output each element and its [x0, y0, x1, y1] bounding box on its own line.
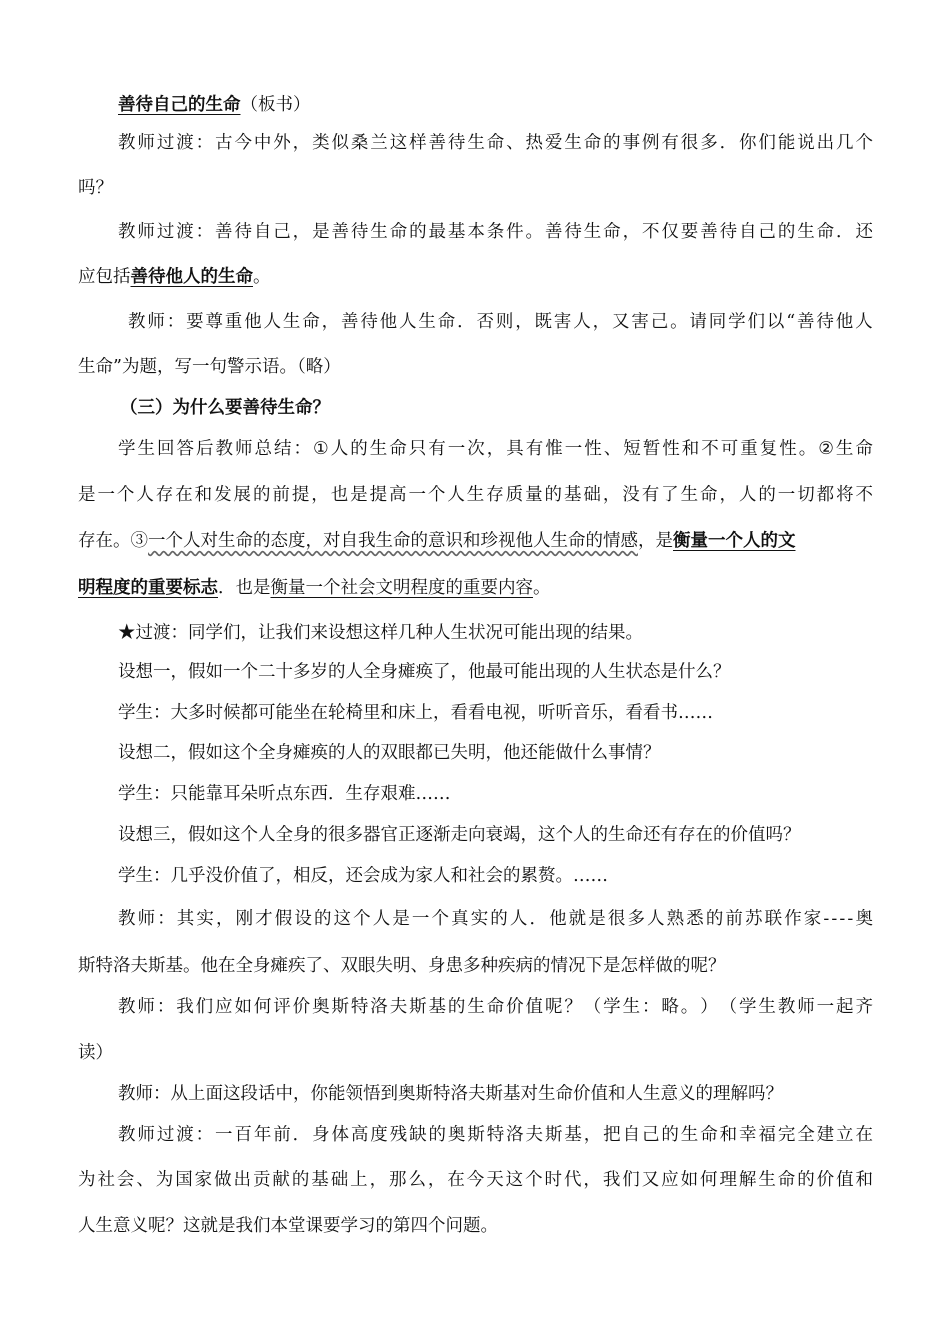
- text-line: 学 生 回 答 后 教 师 总 结 ： ① 人 的 生 命 只 有 一 次 ， 具 有 惟 一 性 、 短 暂 性 和 不 可 重 复 性 。 ② 生 命: [118, 439, 873, 459]
- text-line: 教师：从上面这段话中，你能领悟到奥斯特洛夫斯基对生命价值和人生意义的理解吗？: [118, 1084, 783, 1104]
- text-line: 学生：只能靠耳朵听点东西．生存艰难……: [118, 784, 451, 804]
- bold-underlined-phrase: 善待他人的生命: [130, 267, 253, 287]
- text-line: 教 师 ： 其 实 ， 刚 才 假 设 的 这 个 人 是 一 个 真 实 的 人 ． 他 就 是 很 多 人 熟 悉 的 前 苏 联 作 家 - - - - 奥: [118, 909, 873, 929]
- text-line-with-emphasis: [78, 529, 873, 553]
- underlined-phrase: 衡量一个社会文明程度的重要内容: [270, 578, 533, 598]
- text-line: 教 师 过 渡 ： 善 待 自 己 ， 是 善 待 生 命 的 最 基 本 条 件 。 善 待 生 命 ， 不 仅 要 善 待 自 己 的 生 命 ． 还: [118, 222, 873, 242]
- text-segment: ．也是: [218, 578, 271, 598]
- note-text: （板书）: [240, 95, 311, 115]
- text-line: 人生意义呢？这就是我们本堂课要学习的第四个问题。: [78, 1216, 498, 1236]
- text-segment: 应包括: [78, 267, 131, 287]
- bold-underlined-phrase: 明程度的重要标志: [78, 578, 218, 598]
- text-line: 学生：几乎没价值了，相反，还会成为家人和社会的累赘。……: [118, 866, 608, 886]
- text-line: 设想三，假如这个人全身的很多器官正逐渐走向衰竭，这个人的生命还有存在的价值吗？: [118, 825, 801, 845]
- text-line: 是 一 个 人 存 在 和 发 展 的 前 提 ， 也 是 提 高 一 个 人 生 存 质 量 的 基 础 ， 没 有 了 生 命 ， 人 的 一 切 都 将 不: [78, 485, 873, 505]
- text-line: 教 师 过 渡 ： 一 百 年 前 ． 身 体 高 度 残 缺 的 奥 斯 特 洛 夫 斯 基 ， 把 自 己 的 生 命 和 幸 福 完 全 建 立 在: [118, 1125, 873, 1145]
- text-line: 设想二，假如这个全身瘫痪的人的双眼都已失明，他还能做什么事情？: [118, 743, 661, 763]
- text-line: 教 师 ： 我 们 应 如 何 评 价 奥 斯 特 洛 夫 斯 基 的 生 命 价 值 呢 ？ （ 学 生 ： 略 。 ） （ 学 生 教 师 一 起 齐: [118, 997, 873, 1017]
- text-segment: 。: [533, 578, 551, 598]
- text-line: 学生：大多时候都可能坐在轮椅里和床上，看看电视，听听音乐，看看书……: [118, 703, 713, 723]
- section-heading: （三）为什么要善待生命？: [120, 398, 330, 418]
- wavy-underlined-phrase: 一个人对生命的态度，对自我生命的意识和珍视他人生命的情感: [148, 531, 638, 551]
- bold-underlined-heading: 善待自己的生命: [118, 95, 241, 115]
- text-line: 读）: [78, 1043, 113, 1063]
- text-line-with-emphasis: [78, 265, 271, 289]
- text-line: 生命”为题，写一句警示语。（略）: [78, 357, 341, 377]
- text-line: 斯特洛夫斯基。他在全身瘫疾了、双眼失明、身患多种疾病的情况下是怎样做的呢？: [78, 956, 726, 976]
- text-segment: ，是: [638, 531, 673, 551]
- text-line: 为 社 会 、 为 国 家 做 出 贡 献 的 基 础 上 ， 那 么 ， 在 今 天 这 个 时 代 ， 我 们 又 应 如 何 理 解 生 命 的 价 值 和: [78, 1170, 873, 1190]
- text-segment: 存在。③: [78, 531, 148, 551]
- text-line: 教 师 ： 要 尊 重 他 人 生 命 ， 善 待 他 人 生 命 ． 否 则 ， 既 害 人 ， 又 害 己 。 请 同 学 们 以 “ 善 待 他 人: [128, 312, 873, 332]
- text-line-with-emphasis: [78, 576, 551, 600]
- text-line: 吗？: [78, 178, 113, 198]
- paragraph-heading-cherish-own-life: [118, 93, 311, 117]
- text-line: 设想一，假如一个二十多岁的人全身瘫痪了，他最可能出现的人生状态是什么？: [118, 662, 731, 682]
- bold-underlined-phrase: 衡量一个人的文: [673, 531, 796, 551]
- text-segment: 。: [253, 267, 271, 287]
- text-line: 教 师 过 渡 ： 古 今 中 外 ， 类 似 桑 兰 这 样 善 待 生 命 、 热 爱 生 命 的 事 例 有 很 多 ． 你 们 能 说 出 几 个: [118, 133, 873, 153]
- text-line: ★过渡：同学们，让我们来设想这样几种人生状况可能出现的结果。: [118, 623, 643, 643]
